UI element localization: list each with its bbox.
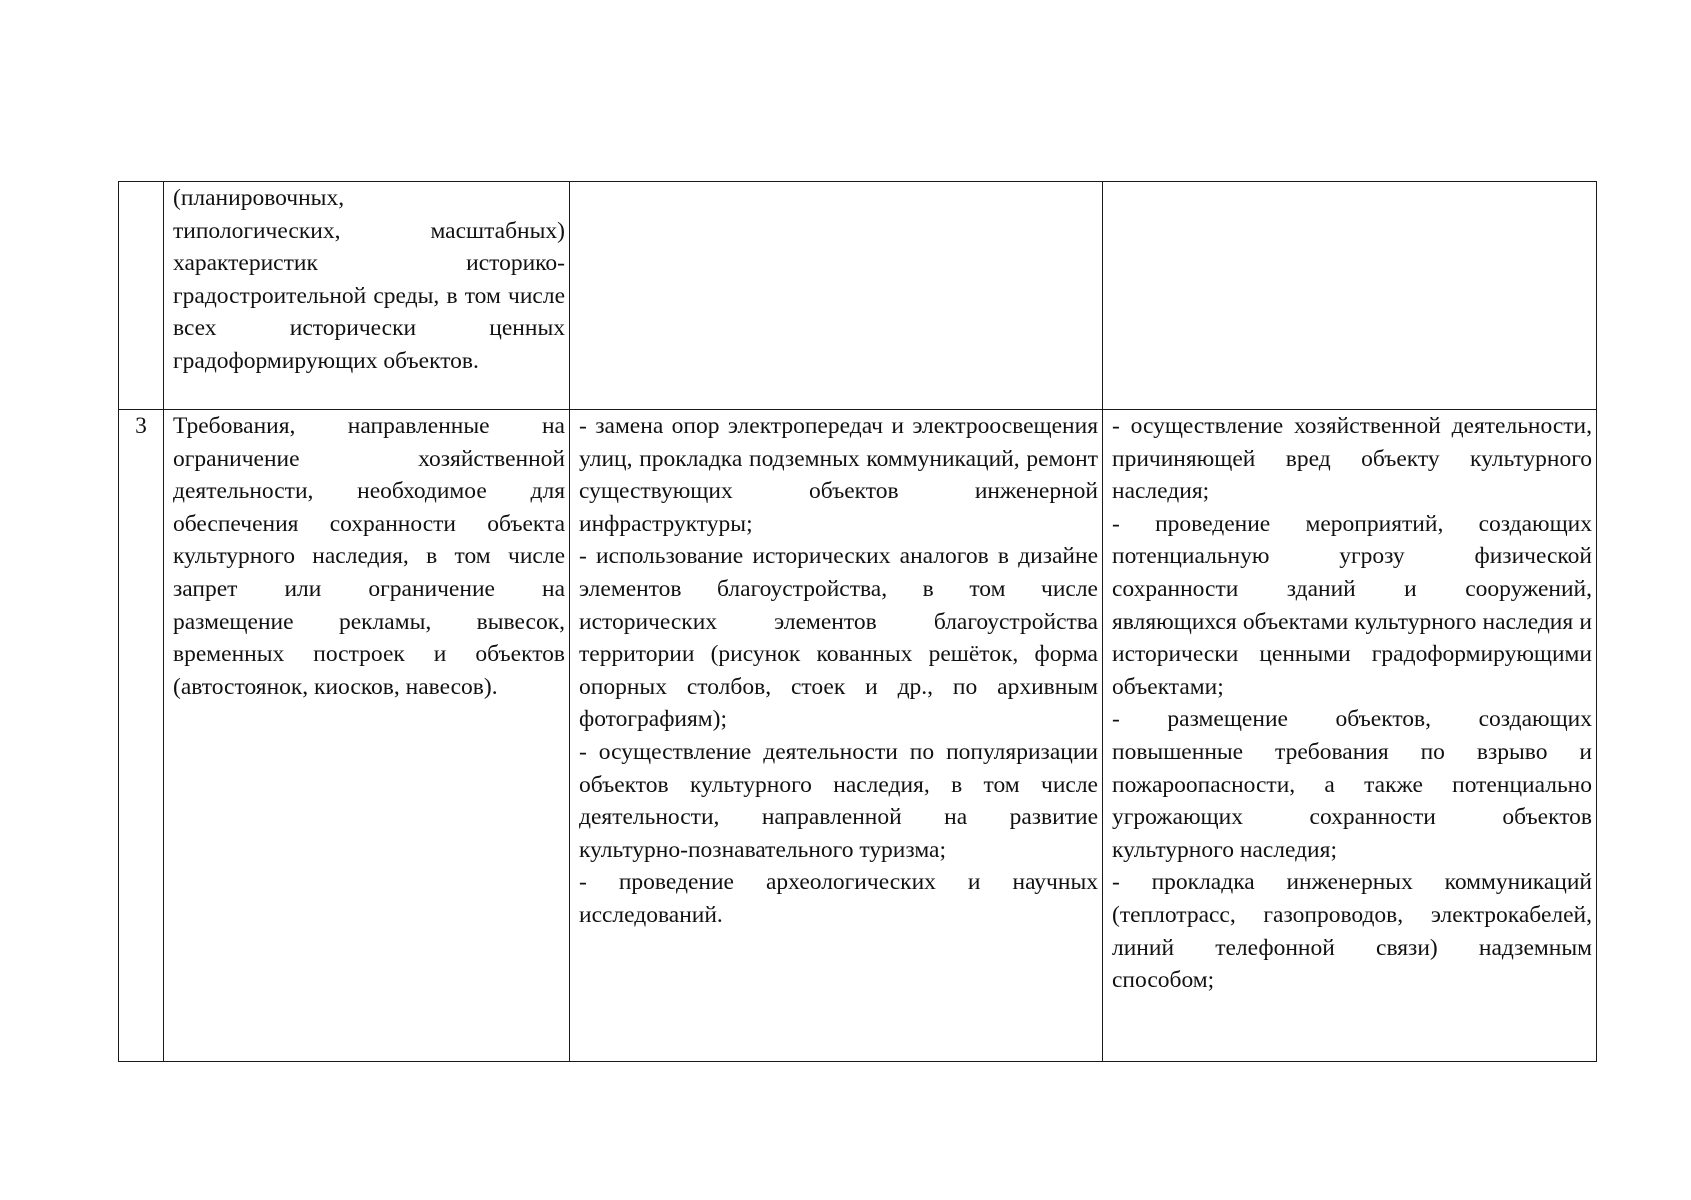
requirement-text: (планировочных, bbox=[173, 185, 345, 211]
allowed-item: - использование исторических аналогов в дизайне элементов благоустройства, в том числе исторических элементов благоустройства территории (рисунок кованных решёток, форма опорных столбов, стоек и др., по архивным фотографиям); bbox=[579, 543, 1098, 733]
requirements-table bbox=[118, 181, 1597, 1062]
forbidden-item: - прокладка инженерных коммуникаций (теплотрасс, газопроводов, электрокабелей, линий телефонной связи) надземным способом; bbox=[1112, 869, 1592, 994]
row-number-cell: 3 bbox=[119, 410, 164, 1062]
forbidden-item: - размещение объектов, создающих повышенные требования по взрыво и пожароопасности, а также потенциально угрожающих сохранности объектов культурного наследия; bbox=[1112, 706, 1592, 863]
requirement-cell bbox=[164, 410, 570, 1062]
requirement-cell bbox=[164, 182, 570, 410]
allowed-item: - осуществление деятельности по популяризации объектов культурного наследия, в том числе деятельности, направленной на развитие культурно-познавательного туризма; bbox=[579, 738, 1098, 863]
allowed-item: - проведение археологических и научных исследований. bbox=[579, 869, 1098, 928]
allowed-cell bbox=[570, 410, 1103, 1062]
row-number-cell bbox=[119, 182, 164, 410]
forbidden-cell bbox=[1103, 182, 1597, 410]
table-row bbox=[119, 182, 1597, 410]
requirement-text: типологических, масштабных) характеристик историко-градостроительной среды, в том числе всех исторически ценных градоформирующих объектов. bbox=[173, 217, 565, 374]
allowed-item: - замена опор электропередач и электроосвещения улиц, прокладка подземных коммуникаций, ремонт существующих объектов инженерной инфраструктуры; bbox=[579, 413, 1098, 537]
table-row bbox=[119, 410, 1597, 1062]
forbidden-item: - осуществление хозяйственной деятельности, причиняющей вред объекту культурного наследия; bbox=[1112, 413, 1592, 505]
allowed-cell bbox=[570, 182, 1103, 410]
forbidden-item: - проведение мероприятий, создающих потенциальную угрозу физической сохранности зданий и сооружений, являющихся объектами культурного наследия и исторически ценными градоформирующими объектами; bbox=[1112, 510, 1592, 700]
forbidden-cell bbox=[1103, 410, 1597, 1062]
requirement-text: Требования, направленные на ограничение хозяйственной деятельности, необходимое для обеспечения сохранности объекта культурного наследия, в том числе запрет или ограничение на размещение рекламы, вывесок, временных построек и объектов (автостоянок, киосков, навесов). bbox=[173, 413, 565, 700]
